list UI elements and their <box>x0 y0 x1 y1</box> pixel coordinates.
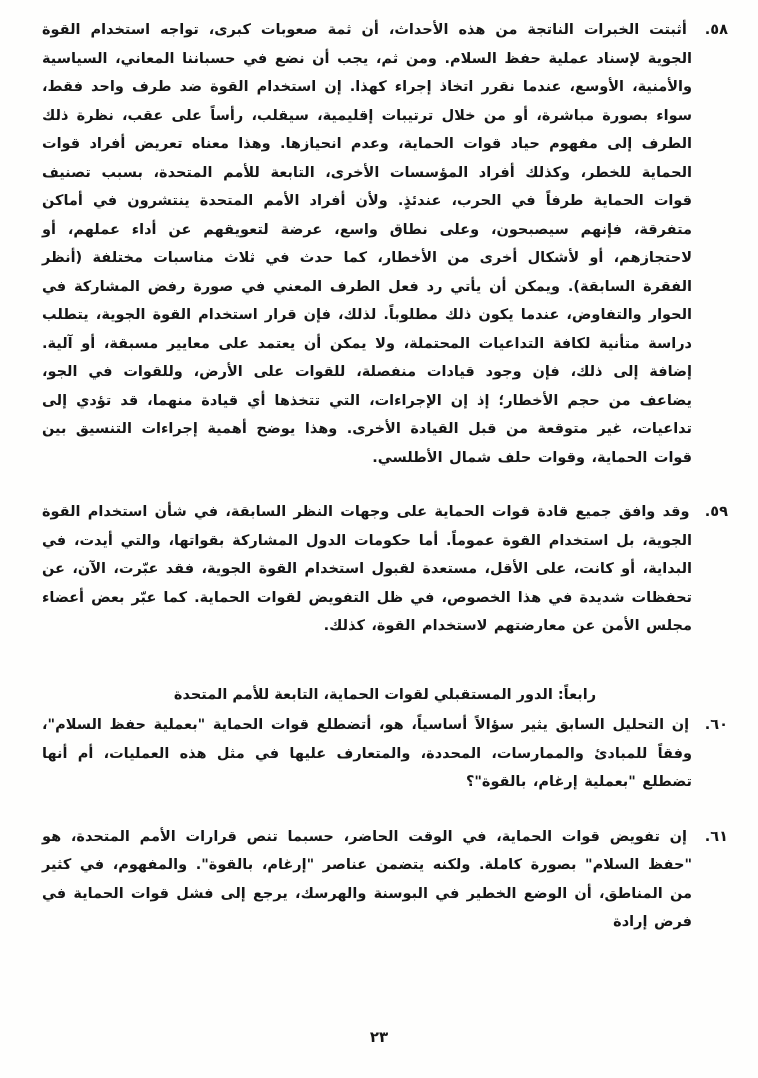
paragraph-59-number: ٥٩. <box>704 504 728 520</box>
paragraph-58 <box>42 16 728 472</box>
paragraph-59 <box>42 498 728 641</box>
page-number: ٢٣ <box>369 1028 389 1046</box>
paragraph-61 <box>42 823 728 937</box>
paragraph-58-number: ٥٨. <box>704 22 728 38</box>
paragraph-59-text: وقد وافق جميع قادة قوات الحماية على وجهات النظر السابقة، في شأن استخدام القوة الجوية، بل استخدام القوة عموماً. أما حكومات الدول المشاركة بقواتها، والتي أيدت، في البداية، أو كانت، على الأقل، مستعدة لقبول استخدام القوة الجوية، فقد عبّرت، الآن، عن تحفظات شديدة في هذا الخصوص، في ظل التفويض لقوات الحماية. كما عبّر بعض أعضاء مجلس الأمن عن معارضتهم لاستخدام القوة، كذلك. <box>42 504 692 634</box>
paragraph-60-text: إن التحليل السابق يثير سؤالاً أساسياً، هو، أتضطلع قوات الحماية "بعملية حفظ السلام"، وفقاً للمبادئ والممارسات، المحددة، والمتعارف عليها في مثل هذه العمليات، أم أنها تضطلع "بعملية إرغام، بالقوة"؟ <box>42 717 692 790</box>
paragraph-58-text: أثبتت الخبرات الناتجة من هذه الأحداث، أن ثمة صعوبات كبرى، تواجه استخدام القوة الجوية لإسناد عملية حفظ السلام. ومن ثم، يجب أن نضع في حسباننا المعاني، السياسية والأمنية، الأوسع، عندما نقرر اتخاذ إجراء كهذا. إن استخدام القوة ضد طرف واحد فقط، سواء بصورة مباشرة، أو من خلال ترتيبات إقليمية، سيقلب، رأساً على عقب، نظرة ذلك الطرف إلى مفهوم حياد قوات الحماية، وعدم انحيازها. وهذا معناه تعريض أفراد قوات الحماية للخطر، وكذلك أفراد المؤسسات الأخرى، التابعة للأمم المتحدة، بسبب تصنيف قوات الحماية طرفاً في الحرب، عندئذٍ. ولأن أفراد الأمم المتحدة ينتشرون في أماكن متفرقة، فإنهم سيصبحون، وعلى نطاق واسع، عرضة لتعويقهم عن أداء عملهم، أو لاحتجازهم، أو لأشكال أخرى من الأخطار، كما حدث في ثلاث مناسبات مختلفة (أنظر الفقرة السابقة). ويمكن أن يأتي رد فعل الطرف المعني في صورة رفض المشاركة في الحوار والتفاوض، عندما يكون ذلك مطلوباً. لذلك، فإن قرار استخدام القوة الجوية، يتطلب دراسة متأنية لكافة التداعيات المحتملة، ولا يمكن أن يعتمد على معايير مسبقة، أو آلية. إضافة إلى ذلك، فإن وجود قيادات منفصلة، للقوات على الأرض، وللقوات في الجو، يضاعف من حجم الأخطار؛ إذ إن الإجراءات، التي تتخذها أي قيادة منهما، قد تؤدي إلى تداعيات، غير متوقعة من قبل القيادة الأخرى. وهذا يوضح أهمية إجراءات التنسيق بين قوات الحماية، وقوات حلف شمال الأطلسي. <box>42 22 692 466</box>
paragraph-60-number: ٦٠. <box>704 717 728 733</box>
paragraph-60 <box>42 711 728 797</box>
section-heading: رابعاً: الدور المستقبلي لقوات الحماية، التابعة للأمم المتحدة <box>173 686 597 703</box>
paragraph-61-number: ٦١. <box>704 828 728 845</box>
paragraph-61-text: إن تفويض قوات الحماية، في الوقت الحاضر، حسبما تنص قرارات الأمم المتحدة، هو "حفظ السلام" بصورة كاملة. ولكنه يتضمن عناصر "إرغام، بالقوة". والمفهوم، في كثير من المناطق، أن الوضع الخطير في البوسنة والهرسك، يرجع إلى فشل قوات الحماية في فرض إرادة <box>42 828 692 930</box>
